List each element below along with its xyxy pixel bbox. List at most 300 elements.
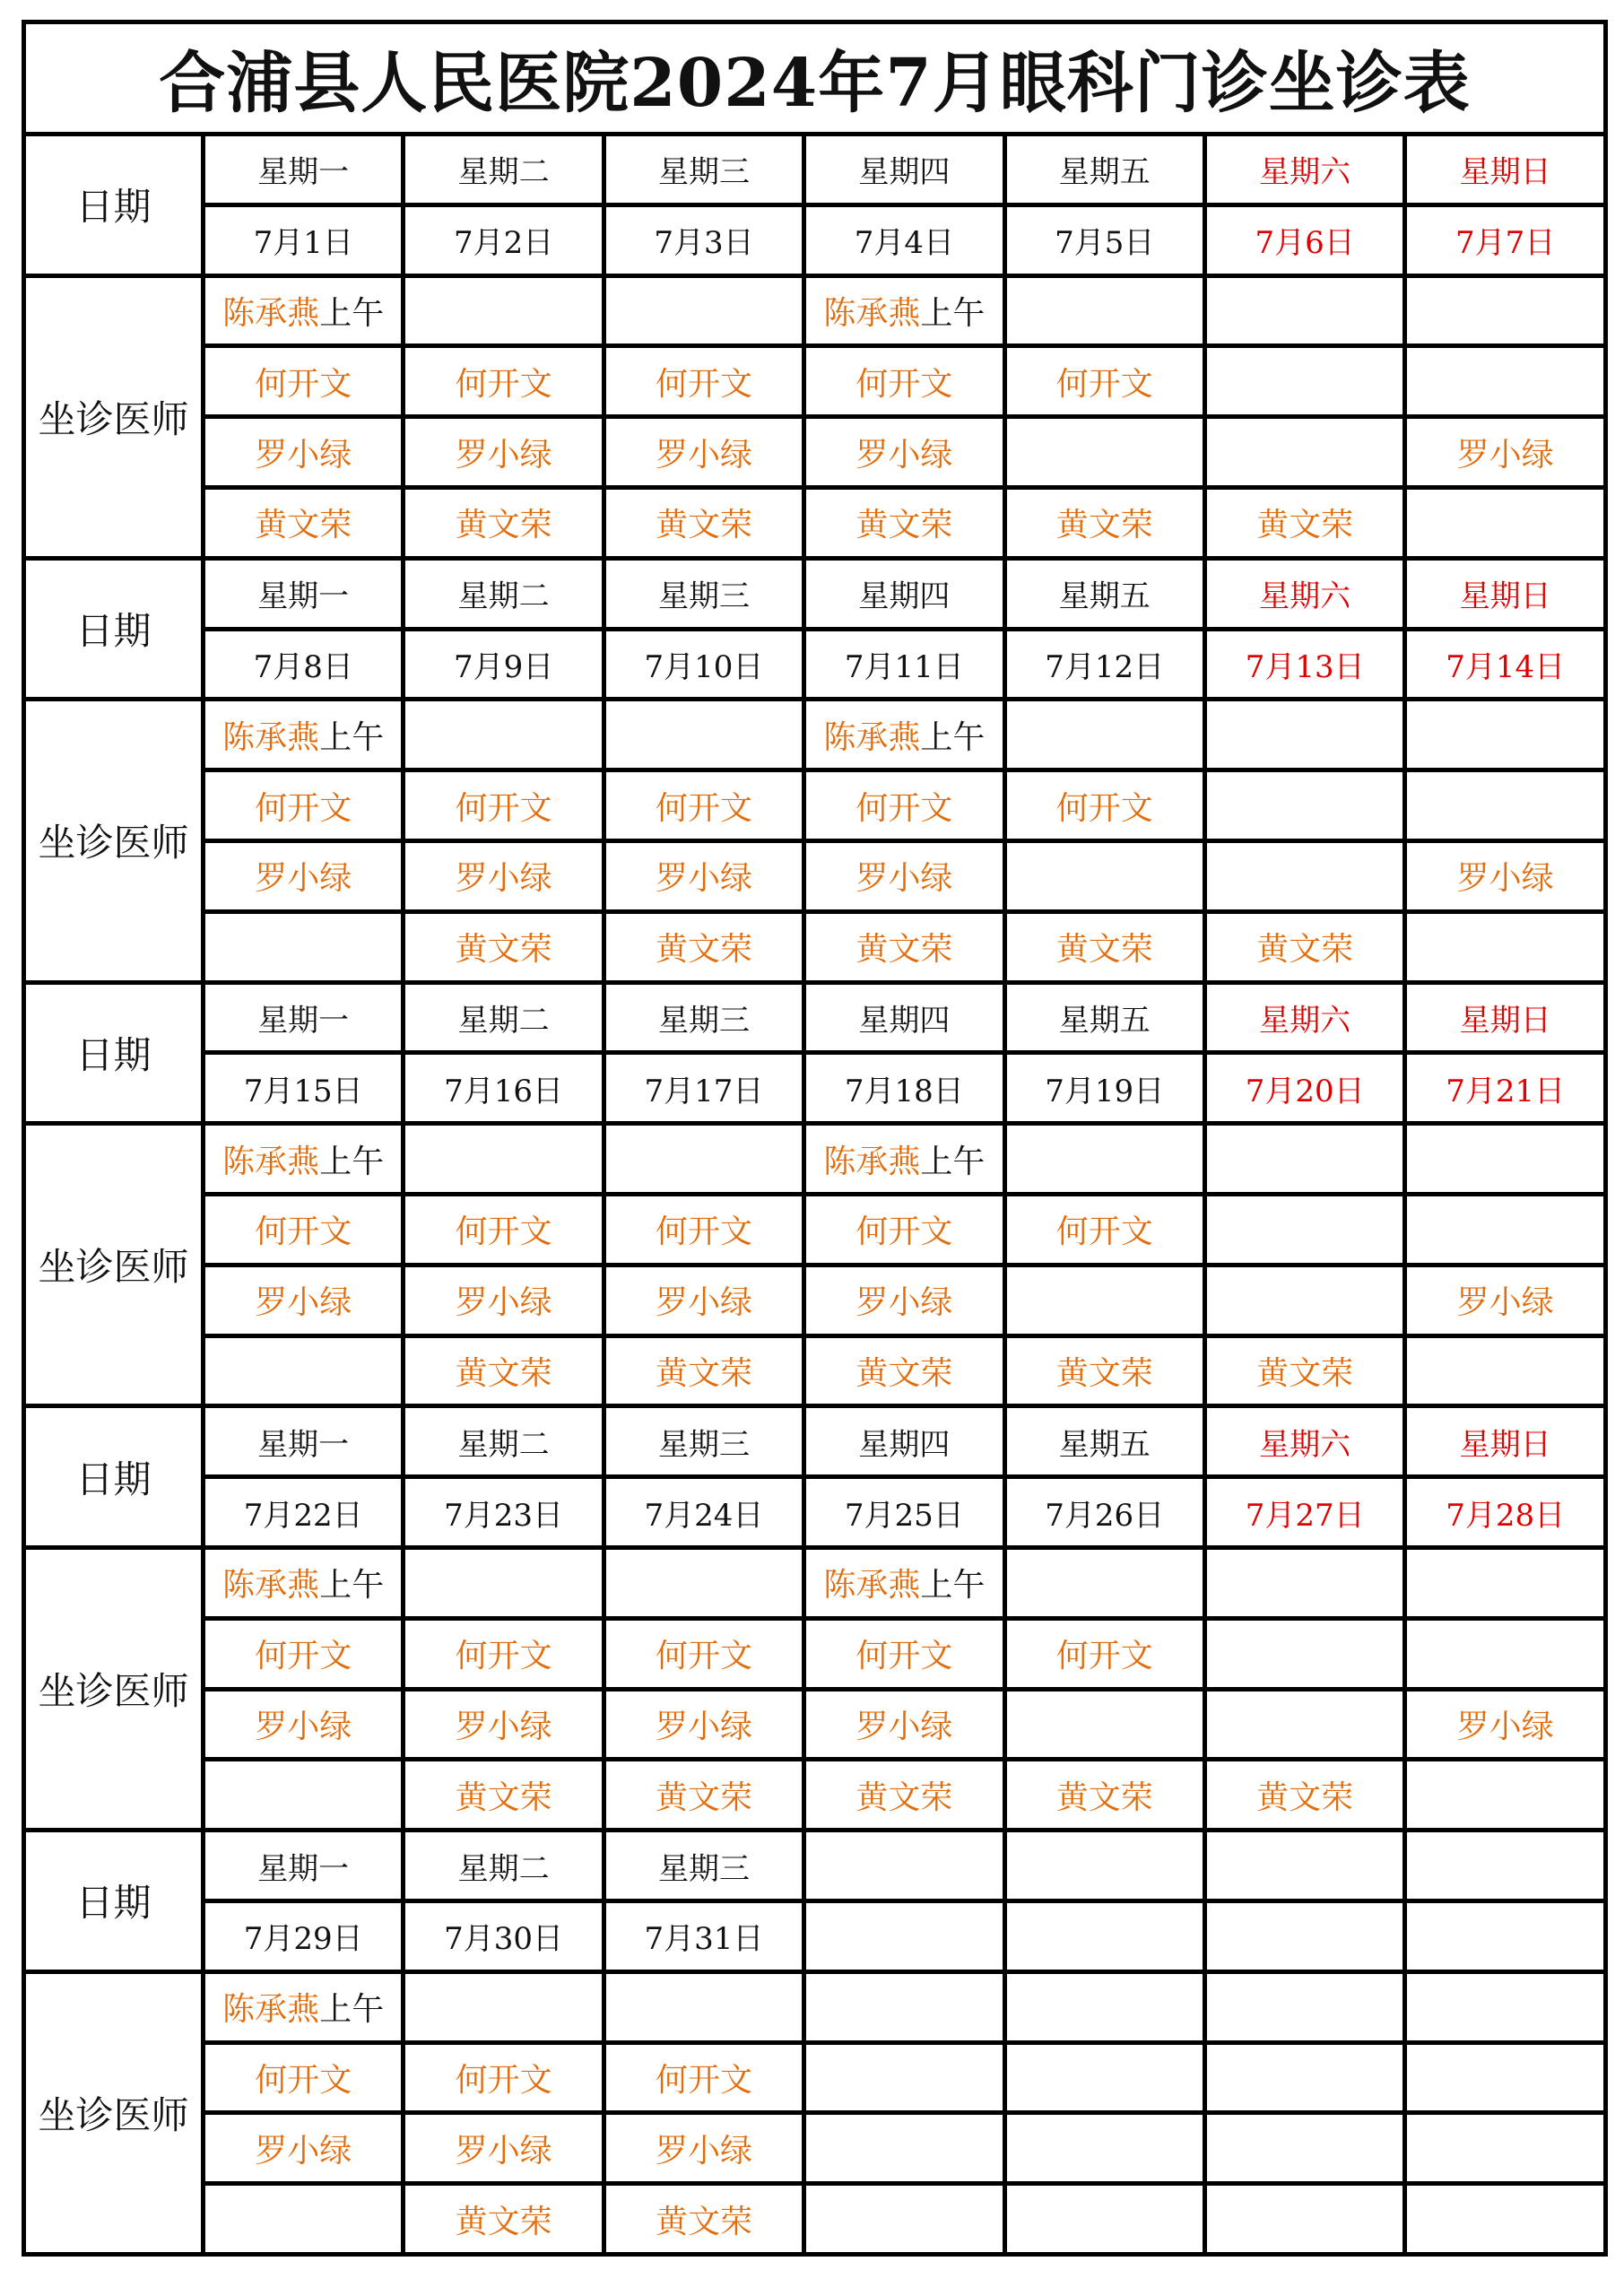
doctor-name: 陈承燕 xyxy=(222,1567,320,1605)
doctor-cell xyxy=(804,417,1004,488)
doctor-cell xyxy=(804,1265,1004,1335)
date-label: 日期 xyxy=(24,135,204,276)
week-5-doctor-row xyxy=(24,2113,1606,2184)
weekday-cell xyxy=(1204,1831,1404,1901)
doctor-cell xyxy=(1405,1689,1606,1760)
doctor-name: 罗小绿 xyxy=(855,1708,953,1745)
doctor-name: 罗小绿 xyxy=(255,860,352,898)
week-2-doctor-row xyxy=(24,700,1606,770)
date-cell: 7月1日 xyxy=(204,204,404,275)
doctor-cell xyxy=(804,2042,1004,2113)
doctor-cell xyxy=(1204,1335,1404,1406)
doctor-cell xyxy=(1004,1971,1204,2042)
doctor-cell xyxy=(1004,2042,1204,2113)
weekday-cell: 星期一 xyxy=(204,135,404,205)
doctor-name: 何开文 xyxy=(455,365,552,403)
doctor-name: 黄文荣 xyxy=(455,1354,552,1392)
doctor-cell xyxy=(404,911,604,982)
weekday-cell: 星期三 xyxy=(604,1831,803,1901)
doctor-cell xyxy=(604,700,803,770)
doctor-cell xyxy=(1204,275,1404,346)
doctor-name: 罗小绿 xyxy=(455,436,552,474)
doctor-cell xyxy=(1405,417,1606,488)
doctor-name: 罗小绿 xyxy=(655,1708,752,1745)
doctor-cell xyxy=(1405,1547,1606,1618)
date-cell: 7月25日 xyxy=(804,1477,1004,1548)
doctor-cell xyxy=(804,1689,1004,1760)
page-title: 合浦县人民医院2024年7月眼科门诊坐诊表 xyxy=(24,22,1606,135)
doctor-cell xyxy=(404,700,604,770)
date-cell: 7月24日 xyxy=(604,1477,803,1548)
date-cell: 7月12日 xyxy=(1004,629,1204,700)
week-3-date-row xyxy=(24,1053,1606,1124)
session-label: 上午 xyxy=(319,1991,385,2029)
doctor-name: 罗小绿 xyxy=(255,436,352,474)
schedule-table xyxy=(22,20,1608,2257)
doctor-cell xyxy=(1405,911,1606,982)
doctor-cell xyxy=(204,1760,404,1831)
doctor-cell xyxy=(804,487,1004,558)
doctor-cell xyxy=(604,346,803,417)
doctor-cell xyxy=(1204,770,1404,841)
session-label: 上午 xyxy=(920,1143,986,1180)
doctor-cell xyxy=(404,840,604,911)
week-1-doctor-row xyxy=(24,487,1606,558)
doctor-name: 罗小绿 xyxy=(1456,436,1554,474)
doctor-cell xyxy=(804,2113,1004,2184)
date-cell: 7月29日 xyxy=(204,1900,404,1971)
doctor-cell xyxy=(204,1124,404,1195)
doctor-cell xyxy=(204,346,404,417)
doctor-name: 黄文荣 xyxy=(455,2203,552,2240)
doctor-name: 何开文 xyxy=(255,2061,352,2099)
doctor-name: 黄文荣 xyxy=(855,1779,953,1816)
doctors-label: 坐诊医师 xyxy=(24,1547,204,1830)
weekday-cell: 星期一 xyxy=(204,1406,404,1477)
doctor-cell xyxy=(604,1124,803,1195)
doctor-cell xyxy=(204,1194,404,1265)
date-cell: 7月18日 xyxy=(804,1053,1004,1124)
weekday-cell: 星期四 xyxy=(804,1406,1004,1477)
doctor-cell xyxy=(1405,1618,1606,1689)
doctor-cell xyxy=(1204,2184,1404,2255)
date-cell: 7月20日 xyxy=(1204,1053,1404,1124)
weekday-cell: 星期六 xyxy=(1204,1406,1404,1477)
week-5-weekday-row xyxy=(24,1831,1606,1901)
doctor-name: 何开文 xyxy=(455,1213,552,1251)
date-cell: 7月16日 xyxy=(404,1053,604,1124)
doctor-name: 何开文 xyxy=(1055,789,1153,827)
weekday-cell: 星期四 xyxy=(804,135,1004,205)
doctor-cell xyxy=(1204,417,1404,488)
week-5-doctor-row xyxy=(24,1971,1606,2042)
doctors-label: 坐诊医师 xyxy=(24,1971,204,2254)
week-3-doctor-row xyxy=(24,1194,1606,1265)
doctor-cell xyxy=(804,275,1004,346)
week-2-doctor-row xyxy=(24,840,1606,911)
date-cell: 7月7日 xyxy=(1405,204,1606,275)
doctor-cell xyxy=(1405,346,1606,417)
doctor-cell xyxy=(804,346,1004,417)
doctor-name: 黄文荣 xyxy=(455,931,552,969)
doctor-cell xyxy=(1004,911,1204,982)
weekday-cell: 星期日 xyxy=(1405,1406,1606,1477)
doctor-cell xyxy=(1204,1194,1404,1265)
week-4-weekday-row xyxy=(24,1406,1606,1477)
doctor-name: 何开文 xyxy=(255,1213,352,1251)
doctor-cell xyxy=(1204,700,1404,770)
week-5-doctor-row xyxy=(24,2042,1606,2113)
doctor-name: 陈承燕 xyxy=(823,294,921,332)
doctor-cell xyxy=(1004,417,1204,488)
date-cell xyxy=(1204,1900,1404,1971)
doctor-name: 何开文 xyxy=(1055,1213,1153,1251)
doctor-name: 何开文 xyxy=(855,1638,953,1675)
date-cell: 7月30日 xyxy=(404,1900,604,1971)
date-label: 日期 xyxy=(24,1406,204,1548)
doctor-cell xyxy=(804,1760,1004,1831)
doctor-cell xyxy=(1204,487,1404,558)
doctor-name: 罗小绿 xyxy=(455,860,552,898)
doctor-name: 何开文 xyxy=(1055,1638,1153,1675)
doctor-name: 何开文 xyxy=(1055,365,1153,403)
doctor-cell xyxy=(1004,770,1204,841)
doctor-name: 何开文 xyxy=(855,365,953,403)
date-cell: 7月5日 xyxy=(1004,204,1204,275)
doctor-cell xyxy=(204,700,404,770)
weekday-cell xyxy=(1405,1831,1606,1901)
date-cell: 7月11日 xyxy=(804,629,1004,700)
doctor-cell xyxy=(1405,1194,1606,1265)
week-4-doctor-row xyxy=(24,1618,1606,1689)
doctor-name: 罗小绿 xyxy=(655,1284,752,1322)
weekday-cell: 星期二 xyxy=(404,1406,604,1477)
session-label: 上午 xyxy=(319,1143,385,1180)
doctor-name: 何开文 xyxy=(255,365,352,403)
week-4-doctor-row xyxy=(24,1760,1606,1831)
doctor-cell xyxy=(604,1265,803,1335)
doctor-cell xyxy=(204,2113,404,2184)
date-cell xyxy=(804,1900,1004,1971)
doctor-cell xyxy=(1204,1124,1404,1195)
doctor-cell xyxy=(404,1265,604,1335)
doctor-cell xyxy=(204,2184,404,2255)
doctor-name: 何开文 xyxy=(855,789,953,827)
doctor-cell xyxy=(1004,1547,1204,1618)
doctor-cell xyxy=(804,1194,1004,1265)
date-cell: 7月19日 xyxy=(1004,1053,1204,1124)
doctor-name: 罗小绿 xyxy=(655,860,752,898)
doctor-cell xyxy=(804,1971,1004,2042)
weekday-cell: 星期三 xyxy=(604,1406,803,1477)
weekday-cell: 星期五 xyxy=(1004,982,1204,1053)
date-cell: 7月27日 xyxy=(1204,1477,1404,1548)
doctor-name: 陈承燕 xyxy=(222,718,320,756)
doctor-cell xyxy=(1405,1265,1606,1335)
doctor-name: 何开文 xyxy=(455,1638,552,1675)
doctor-cell xyxy=(1405,700,1606,770)
doctor-cell xyxy=(604,840,803,911)
doctor-cell xyxy=(404,346,604,417)
doctor-cell xyxy=(204,275,404,346)
doctor-cell xyxy=(1004,840,1204,911)
session-label: 上午 xyxy=(920,294,986,332)
doctor-name: 黄文荣 xyxy=(655,1354,752,1392)
weekday-cell: 星期四 xyxy=(804,558,1004,629)
doctor-cell xyxy=(804,700,1004,770)
date-cell: 7月17日 xyxy=(604,1053,803,1124)
doctor-cell xyxy=(204,1971,404,2042)
date-cell: 7月9日 xyxy=(404,629,604,700)
doctor-name: 何开文 xyxy=(655,365,752,403)
date-cell: 7月6日 xyxy=(1204,204,1404,275)
doctor-cell xyxy=(1204,2113,1404,2184)
weekday-cell: 星期五 xyxy=(1004,558,1204,629)
date-cell xyxy=(1004,1900,1204,1971)
doctor-name: 黄文荣 xyxy=(1256,507,1354,544)
doctor-name: 黄文荣 xyxy=(255,507,352,544)
doctor-cell xyxy=(1004,1335,1204,1406)
doctor-cell xyxy=(1405,2184,1606,2255)
doctor-cell xyxy=(1004,1194,1204,1265)
doctor-name: 何开文 xyxy=(655,1638,752,1675)
weekday-cell: 星期六 xyxy=(1204,558,1404,629)
doctor-cell xyxy=(204,1689,404,1760)
doctor-cell xyxy=(1204,1760,1404,1831)
date-cell: 7月10日 xyxy=(604,629,803,700)
doctor-cell xyxy=(204,840,404,911)
doctor-cell xyxy=(604,1760,803,1831)
weekday-cell: 星期四 xyxy=(804,982,1004,1053)
doctor-name: 黄文荣 xyxy=(855,931,953,969)
doctor-name: 何开文 xyxy=(255,1638,352,1675)
doctor-cell xyxy=(804,840,1004,911)
week-2-weekday-row xyxy=(24,558,1606,629)
doctor-name: 何开文 xyxy=(455,789,552,827)
doctors-label: 坐诊医师 xyxy=(24,1124,204,1406)
week-1-doctor-row xyxy=(24,346,1606,417)
weekday-cell: 星期日 xyxy=(1405,558,1606,629)
weekday-cell: 星期二 xyxy=(404,558,604,629)
doctor-cell xyxy=(604,1547,803,1618)
doctor-cell xyxy=(204,911,404,982)
date-label: 日期 xyxy=(24,1831,204,1972)
date-cell: 7月28日 xyxy=(1405,1477,1606,1548)
doctor-cell xyxy=(404,1194,604,1265)
weekday-cell: 星期二 xyxy=(404,982,604,1053)
doctor-cell xyxy=(804,1335,1004,1406)
date-cell: 7月4日 xyxy=(804,204,1004,275)
doctor-cell xyxy=(404,1971,604,2042)
doctor-cell xyxy=(1405,1760,1606,1831)
doctor-name: 何开文 xyxy=(855,1213,953,1251)
doctor-name: 黄文荣 xyxy=(855,1354,953,1392)
doctor-cell xyxy=(404,1124,604,1195)
weekday-cell: 星期三 xyxy=(604,558,803,629)
doctor-name: 黄文荣 xyxy=(655,931,752,969)
doctor-name: 陈承燕 xyxy=(222,1143,320,1180)
weekday-cell: 星期五 xyxy=(1004,1406,1204,1477)
doctor-name: 罗小绿 xyxy=(455,1284,552,1322)
doctor-cell xyxy=(604,417,803,488)
weekday-cell: 星期三 xyxy=(604,135,803,205)
week-3-doctor-row xyxy=(24,1335,1606,1406)
doctors-label: 坐诊医师 xyxy=(24,275,204,558)
doctor-cell xyxy=(1004,487,1204,558)
doctor-name: 罗小绿 xyxy=(855,860,953,898)
date-cell: 7月22日 xyxy=(204,1477,404,1548)
doctor-name: 黄文荣 xyxy=(655,2203,752,2240)
doctor-cell xyxy=(604,275,803,346)
doctor-cell xyxy=(1004,346,1204,417)
session-label: 上午 xyxy=(319,1567,385,1605)
session-label: 上午 xyxy=(920,1567,986,1605)
week-4-doctor-row xyxy=(24,1547,1606,1618)
doctor-cell xyxy=(204,1265,404,1335)
doctor-cell xyxy=(804,770,1004,841)
doctor-cell xyxy=(1204,1547,1404,1618)
doctor-cell xyxy=(404,1760,604,1831)
doctor-cell xyxy=(1004,2184,1204,2255)
week-2-doctor-row xyxy=(24,770,1606,841)
doctor-cell xyxy=(804,1547,1004,1618)
doctor-cell xyxy=(604,1194,803,1265)
doctor-name: 何开文 xyxy=(655,1213,752,1251)
doctor-cell xyxy=(404,275,604,346)
doctor-name: 罗小绿 xyxy=(455,2132,552,2170)
doctor-cell xyxy=(1405,1124,1606,1195)
date-cell: 7月21日 xyxy=(1405,1053,1606,1124)
doctor-cell xyxy=(604,770,803,841)
doctor-cell xyxy=(604,2184,803,2255)
doctor-name: 罗小绿 xyxy=(455,1708,552,1745)
doctor-cell xyxy=(204,1335,404,1406)
week-5-doctor-row xyxy=(24,2184,1606,2255)
week-2-doctor-row xyxy=(24,911,1606,982)
week-3-doctor-row xyxy=(24,1124,1606,1195)
doctor-name: 罗小绿 xyxy=(1456,860,1554,898)
doctor-name: 罗小绿 xyxy=(255,2132,352,2170)
doctor-cell xyxy=(1204,840,1404,911)
doctor-cell xyxy=(1204,1265,1404,1335)
date-label: 日期 xyxy=(24,558,204,700)
doctor-cell xyxy=(1004,1760,1204,1831)
doctor-name: 罗小绿 xyxy=(855,436,953,474)
doctor-cell xyxy=(404,1335,604,1406)
doctor-cell xyxy=(1405,275,1606,346)
doctor-name: 陈承燕 xyxy=(222,1991,320,2029)
weekday-cell: 星期二 xyxy=(404,1831,604,1901)
doctor-cell xyxy=(804,1124,1004,1195)
doctor-name: 罗小绿 xyxy=(655,2132,752,2170)
date-cell: 7月15日 xyxy=(204,1053,404,1124)
week-5-date-row xyxy=(24,1900,1606,1971)
doctor-cell xyxy=(1405,770,1606,841)
weekday-cell: 星期二 xyxy=(404,135,604,205)
doctor-name: 陈承燕 xyxy=(823,1143,921,1180)
doctor-cell xyxy=(1004,700,1204,770)
doctor-name: 黄文荣 xyxy=(455,507,552,544)
doctor-name: 黄文荣 xyxy=(1256,1354,1354,1392)
doctor-name: 黄文荣 xyxy=(655,1779,752,1816)
session-label: 上午 xyxy=(319,718,385,756)
doctor-cell xyxy=(1204,1618,1404,1689)
doctor-name: 黄文荣 xyxy=(1256,931,1354,969)
doctor-name: 黄文荣 xyxy=(855,507,953,544)
doctor-cell xyxy=(404,1618,604,1689)
doctor-cell xyxy=(804,1618,1004,1689)
doctor-cell xyxy=(404,770,604,841)
date-cell: 7月13日 xyxy=(1204,629,1404,700)
doctor-cell xyxy=(604,1618,803,1689)
date-cell: 7月8日 xyxy=(204,629,404,700)
doctors-label: 坐诊医师 xyxy=(24,700,204,982)
doctor-cell xyxy=(1405,1971,1606,2042)
doctor-name: 黄文荣 xyxy=(1055,931,1153,969)
doctor-cell xyxy=(604,1689,803,1760)
week-3-doctor-row xyxy=(24,1265,1606,1335)
doctor-name: 陈承燕 xyxy=(823,718,921,756)
doctor-name: 何开文 xyxy=(655,789,752,827)
doctor-cell xyxy=(1204,1689,1404,1760)
doctor-name: 罗小绿 xyxy=(255,1708,352,1745)
doctor-name: 黄文荣 xyxy=(655,507,752,544)
doctor-cell xyxy=(804,2184,1004,2255)
doctor-cell xyxy=(604,1971,803,2042)
doctor-cell xyxy=(1204,911,1404,982)
date-cell: 7月3日 xyxy=(604,204,803,275)
doctor-cell xyxy=(204,487,404,558)
doctor-name: 何开文 xyxy=(455,2061,552,2099)
doctor-cell xyxy=(204,417,404,488)
date-cell: 7月2日 xyxy=(404,204,604,275)
doctor-cell xyxy=(604,2113,803,2184)
weekday-cell: 星期六 xyxy=(1204,135,1404,205)
doctor-cell xyxy=(1204,1971,1404,2042)
weekday-cell: 星期一 xyxy=(204,558,404,629)
doctor-cell xyxy=(204,2042,404,2113)
week-1-date-row xyxy=(24,204,1606,275)
week-2-date-row xyxy=(24,629,1606,700)
doctor-cell xyxy=(1405,2042,1606,2113)
doctor-cell xyxy=(404,2113,604,2184)
doctor-name: 黄文荣 xyxy=(1055,507,1153,544)
doctor-cell xyxy=(404,487,604,558)
weekday-cell: 星期日 xyxy=(1405,982,1606,1053)
doctor-cell xyxy=(204,1618,404,1689)
doctor-cell xyxy=(1004,2113,1204,2184)
weekday-cell: 星期日 xyxy=(1405,135,1606,205)
doctor-cell xyxy=(404,1689,604,1760)
doctor-cell xyxy=(1004,1124,1204,1195)
doctor-name: 何开文 xyxy=(655,2061,752,2099)
doctor-name: 黄文荣 xyxy=(455,1779,552,1816)
doctor-cell xyxy=(404,417,604,488)
doctor-cell xyxy=(204,1547,404,1618)
date-cell: 7月26日 xyxy=(1004,1477,1204,1548)
doctor-cell xyxy=(1004,1265,1204,1335)
doctor-cell xyxy=(604,487,803,558)
week-4-date-row xyxy=(24,1477,1606,1548)
week-4-doctor-row xyxy=(24,1689,1606,1760)
session-label: 上午 xyxy=(319,294,385,332)
weekday-cell: 星期六 xyxy=(1204,982,1404,1053)
doctor-cell xyxy=(1204,346,1404,417)
doctor-cell xyxy=(1004,1618,1204,1689)
doctor-name: 陈承燕 xyxy=(823,1567,921,1605)
doctor-cell xyxy=(404,2042,604,2113)
doctor-cell xyxy=(204,770,404,841)
